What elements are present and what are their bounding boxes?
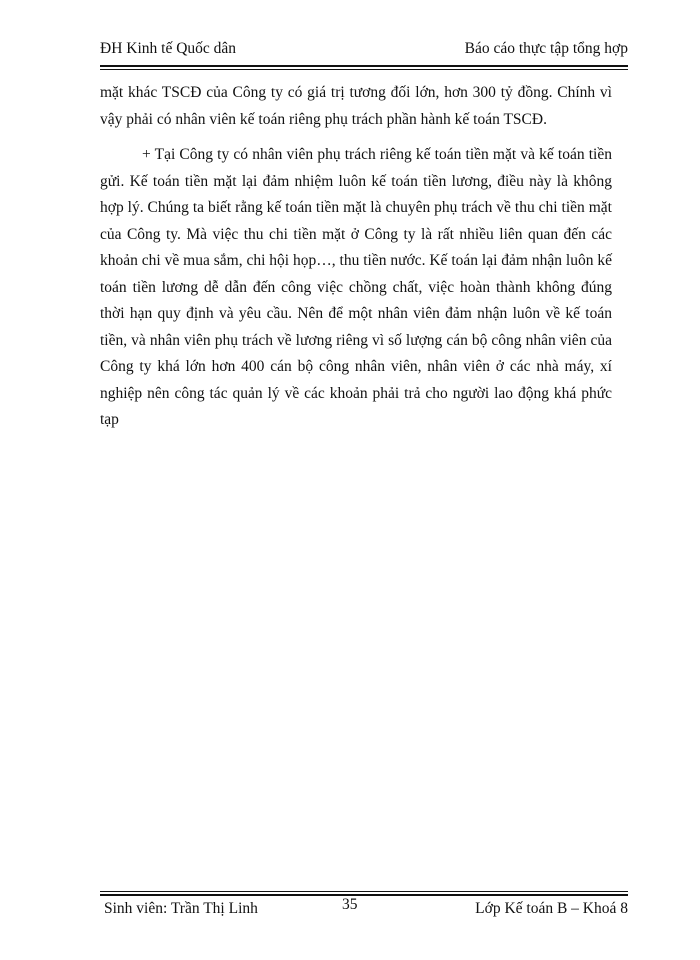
header-university: ĐH Kinh tế Quốc dân [100, 40, 237, 57]
header-report-title: Báo cáo thực tập tổng hợp [464, 40, 628, 57]
footer-rule-thin [100, 891, 628, 892]
footer-student-name: Sinh viên: Trần Thị Linh [104, 900, 258, 917]
footer-class-name: Lớp Kế toán B – Khoá 8 [475, 900, 628, 917]
page-body [100, 80, 612, 434]
page-footer [100, 896, 628, 922]
body-paragraph-1: mặt khác TSCĐ của Công ty có giá trị tương đối lớn, hơn 300 tỷ đồng. Chính vì vậy phải có nhân viên kế toán riêng phụ trách phần hành kế toán TSCĐ. [100, 84, 612, 128]
header-rule-thin [100, 69, 628, 70]
body-paragraph-2: + Tại Công ty có nhân viên phụ trách riêng kế toán tiền mặt và kế toán tiền gửi. Kế toán tiền mặt lại đảm nhiệm luôn kế toán tiền lương, điều này là không hợp lý. Chúng ta biết rằng kế toán tiền mặt là chuyên phụ trách về thu chi tiền mặt của Công ty. Mà việc thu chi tiền mặt ở Công ty là rất nhiều liên quan đến các khoản chi về mua sắm, chi hội họp…, thu tiền nước. Kế toán lại đảm nhận luôn kế toán tiền lương dễ dẫn đến công việc chồng chất, việc hoàn thành không đúng thời hạn quy định và yêu cầu. Nên để một nhân viên đảm nhận luôn về kế toán tiền, và nhân viên phụ trách về lương riêng vì số lượng cán bộ công nhân viên của Công ty khá lớn hơn 400 cán bộ công nhân viên, nhân viên ở các nhà máy, xí nghiệp nên công tác quản lý về các khoản phải trả cho người lao động khá phức tạp [100, 146, 612, 428]
page-header [100, 38, 628, 68]
header-rule-thick [100, 65, 628, 67]
page-number: 35 [342, 896, 358, 913]
